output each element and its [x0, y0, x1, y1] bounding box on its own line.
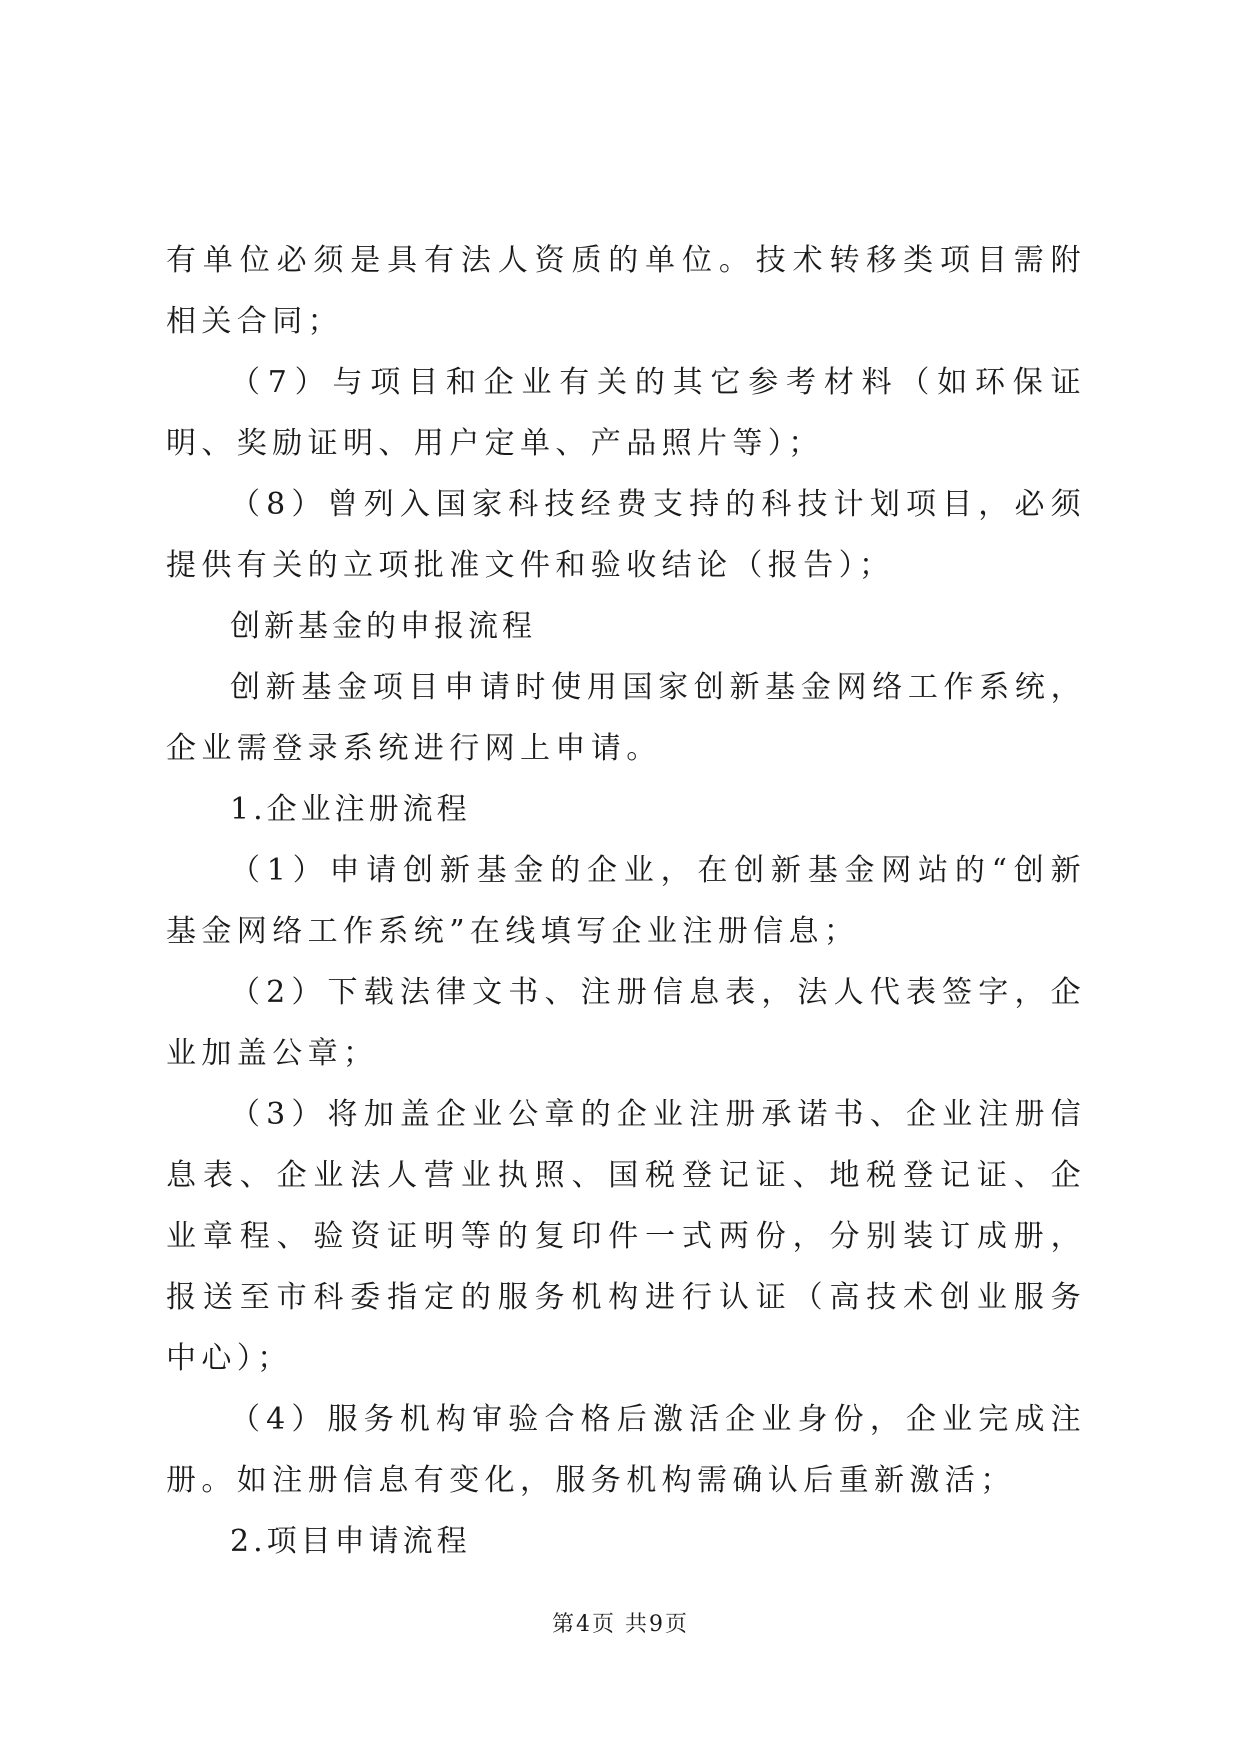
subsection-heading-project-application: 2.项目申请流程	[230, 1524, 471, 1559]
paragraph-legal-entity: 有单位必须是具有法人资质的单位。技术转移类项目需附相关合同；	[166, 243, 1086, 339]
paragraph-registration-step-3: （3）将加盖企业公章的企业注册承诺书、企业注册信息表、企业法人营业执照、国税登记证、地税登记证、企业章程、验资证明等的复印件一式两份，分别装订成册，报送至市科委指定的服务机构进行认证（高技术创业服务中心）；	[166, 1097, 1086, 1376]
paragraph-online-application: 创新基金项目申请时使用国家创新基金网络工作系统，企业需登录系统进行网上申请。	[166, 670, 1086, 766]
paragraph-registration-step-1: （1）申请创新基金的企业，在创新基金网站的“创新基金网络工作系统”在线填写企业注册信息；	[166, 853, 1086, 949]
document-body	[166, 230, 1086, 1572]
paragraph-item-8: （8）曾列入国家科技经费支持的科技计划项目，必须提供有关的立项批准文件和验收结论（报告）；	[166, 487, 1086, 583]
page-footer: 第4页 共9页	[552, 1612, 689, 1637]
section-heading-application-process: 创新基金的申报流程	[230, 609, 536, 644]
paragraph-registration-step-2: （2）下载法律文书、注册信息表，法人代表签字，企业加盖公章；	[166, 975, 1086, 1071]
paragraph-registration-step-4: （4）服务机构审验合格后激活企业身份，企业完成注册。如注册信息有变化，服务机构需确认后重新激活；	[166, 1402, 1086, 1498]
subsection-heading-registration: 1.企业注册流程	[230, 792, 471, 827]
paragraph-item-7: （7）与项目和企业有关的其它参考材料（如环保证明、奖励证明、用户定单、产品照片等）；	[166, 365, 1086, 461]
